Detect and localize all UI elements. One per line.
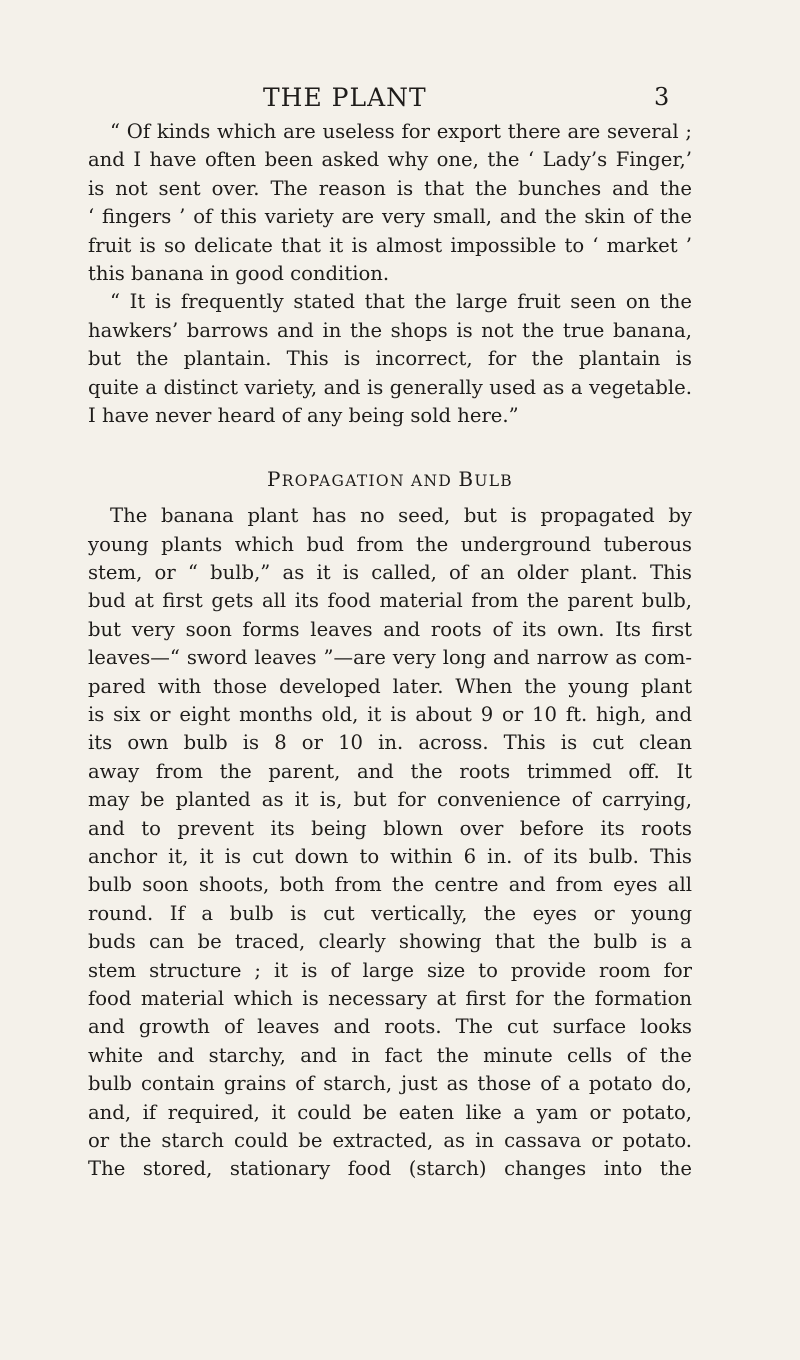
text-line: but the plantain. This is incorrect, for the plantain is <box>88 347 692 371</box>
text-line: is six or eight months old, it is about 9 or 10 ft. high, and <box>88 703 692 727</box>
text-line: pared with those developed later. When the young plant <box>88 674 692 698</box>
text-line: The stored, stationary food (starch) changes into the <box>88 1157 692 1181</box>
text-line: may be planted as it is, but for convenience of carrying, <box>88 788 692 812</box>
heading-small-caps: ULB <box>474 472 513 491</box>
text-line: is not sent over. The reason is that the bunches and the <box>88 176 692 200</box>
text-line: fruit is so delicate that it is almost impossible to ‘ market ’ <box>88 233 692 257</box>
section-heading <box>88 464 692 494</box>
text-line: or the starch could be extracted, as in cassava or potato. <box>88 1128 692 1152</box>
page-number: 3 <box>654 83 670 111</box>
text-line: its own bulb is 8 or 10 in. across. This is cut clean <box>88 731 692 755</box>
text-line: round. If a bulb is cut vertically, the eyes or young <box>88 901 692 925</box>
text-line: buds can be traced, clearly showing that the bulb is a <box>88 930 692 954</box>
text-line: food material which is necessary at first for the formation <box>88 986 692 1010</box>
text-line: away from the parent, and the roots trimmed off. It <box>88 759 692 783</box>
text-line: and I have often been asked why one, the ‘ Lady’s Finger,’ <box>88 148 692 172</box>
paragraph-quote-plantain <box>88 288 692 430</box>
text-line: this banana in good condition. <box>88 261 390 285</box>
running-title: THE PLANT <box>263 83 427 112</box>
text-line: bud at first gets all its food material from the parent bulb, <box>88 589 692 613</box>
heading-capital: B <box>458 467 475 492</box>
text-line: and to prevent its being blown over before its roots <box>88 816 692 840</box>
text-line: “ It is frequently stated that the large fruit seen on the <box>110 290 692 314</box>
text-line: anchor it, it is cut down to within 6 in. of its bulb. This <box>88 844 692 868</box>
text-line: stem, or “ bulb,” as it is called, of an older plant. This <box>88 561 692 585</box>
text-line: and growth of leaves and roots. The cut surface looks <box>88 1015 692 1039</box>
text-line: bulb soon shoots, both from the centre and from eyes all <box>88 873 692 897</box>
text-line: young plants which bud from the underground tuberous <box>88 532 692 556</box>
paragraph-quote-lady-finger <box>88 118 692 288</box>
heading-capital: P <box>267 467 282 492</box>
text-line: white and starchy, and in fact the minute cells of the <box>88 1043 692 1067</box>
text-line: hawkers’ barrows and in the shops is not the true banana, <box>88 318 692 342</box>
text-line: “ Of kinds which are useless for export there are several ; <box>110 120 692 143</box>
text-line: ‘ fingers ’ of this variety are very small, and the skin of the <box>88 205 692 229</box>
running-head <box>0 83 800 117</box>
text-line: I have never heard of any being sold here.” <box>88 403 519 427</box>
heading-small-caps: ROPAGATION AND <box>281 472 459 491</box>
text-line: The banana plant has no seed, but is propagated by <box>110 504 692 528</box>
text-line: stem structure ; it is of large size to provide room for <box>88 958 692 982</box>
text-line: bulb contain grains of starch, just as those of a potato do, <box>88 1072 692 1096</box>
paragraph-propagation <box>88 502 692 1183</box>
text-line: leaves—“ sword leaves ”—are very long and narrow as com- <box>88 646 692 670</box>
text-line: quite a distinct variety, and is generally used as a vegetable. <box>88 375 692 399</box>
body-text <box>88 118 692 1184</box>
text-line: but very soon forms leaves and roots of its own. Its first <box>88 617 692 641</box>
text-line: and, if required, it could be eaten like a yam or potato, <box>88 1100 692 1124</box>
